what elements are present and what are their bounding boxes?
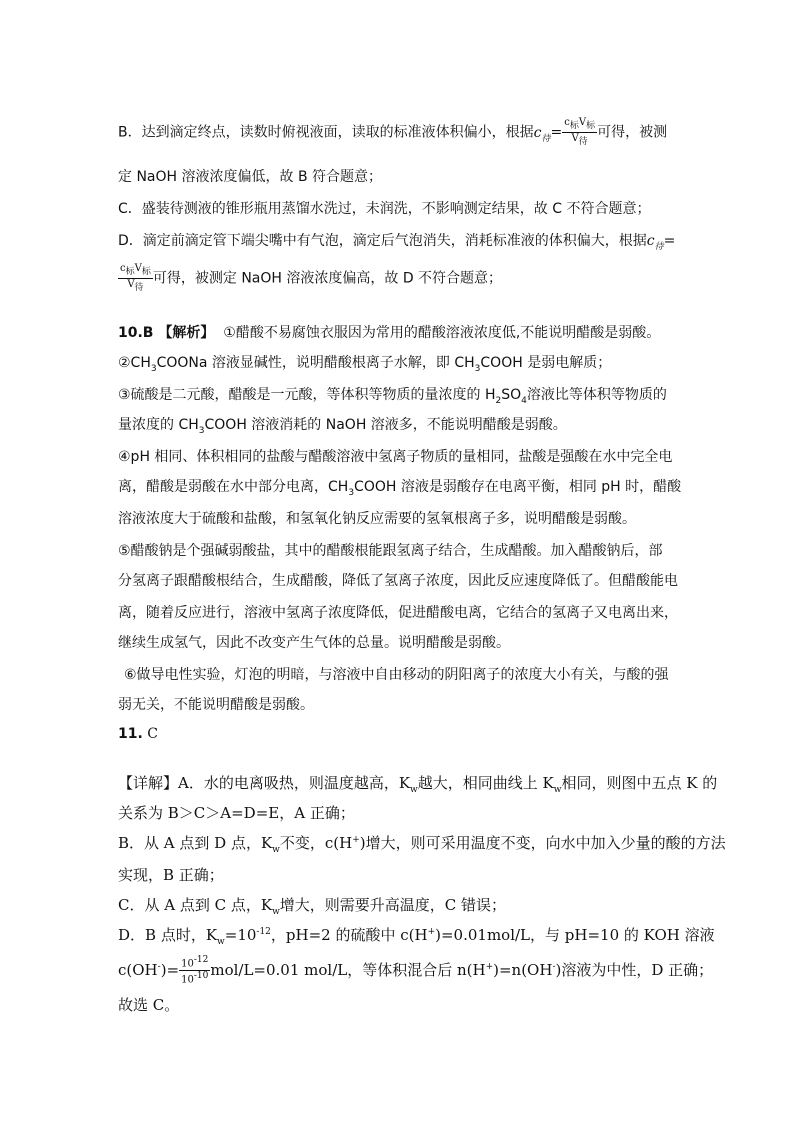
option-c-line: C．盛装待测液的锥形瓶用蒸馏水洗过，未润洗，不影响测定结果，故 C 不符合题意； (118, 201, 651, 217)
option-b-line1: B．达到滴定终点，读数时俯视液面，读取的标准液体积偏小，根据$c_待=$ $\frac{c_标V_标}{V_待}$ 可得，被测 (118, 117, 668, 147)
q10-line12: ⑥做导电性实验，灯泡的明暗，与溶液中自由移动的阴阳离子的浓度大小有关，与酸的强 (124, 667, 669, 683)
formula-fraction: $\frac{c_标V_标}{V_待}$ (120, 263, 151, 293)
q10-line11: 继续生成氢气，因此不改变产生气体的总量。说明醋酸是弱酸。 (118, 635, 510, 651)
option-d-line1: D．滴定前滴定管下端尖嘴中有气泡，滴定后气泡消失，消耗标准液的体积偏大，根据$c_待=$ (118, 233, 676, 252)
formula-fraction: $\frac{c_标V_标}{V_待}$ (564, 117, 596, 147)
q11-a-line2: 关系为 B＞C＞A=D=E，A 正确； (118, 804, 355, 822)
formula-c: $c_待$ (533, 124, 551, 144)
q10-line6: 离，醋酸是弱酸在水中部分电离，$CH_3COOH$ 溶液是弱酸存在电离平衡，相同 pH 时，醋酸 (118, 479, 682, 498)
q11-b-line2: 实现，B 正确； (118, 866, 224, 884)
q10-heading: 10.B 【解析】 (118, 325, 215, 341)
q11-c-line: C．从 A 点到 C 点，$K_w$增大，则需要升高温度，C 错误； (118, 896, 507, 917)
q10-line3: ③硫酸是二元酸，醋酸是一元酸，等体积等物质的量浓度的 $H_2SO_4$溶液比等体积等物质的 (118, 387, 667, 406)
q10-line10: 离，随着反应进行，溶液中氢离子浓度降低，促进醋酸电离，它结合的氢离子又电离出来， (118, 605, 678, 621)
q11-a-line1: 【详解】A．水的电离吸热，则温度越高，$K_w$越大，相同曲线上 $K_w$相同，则图中五点 K 的 (118, 774, 718, 795)
q10-line7: 溶液浓度大于硫酸和盐酸，和氢氧化钠反应需要的氢氧根离子多，说明醋酸是弱酸。 (118, 511, 636, 527)
q10-line9: 分氢离子跟醋酸根结合，生成醋酸，降低了氢离子浓度，因此反应速度降低了。但醋酸能电 (118, 573, 678, 589)
q11-b-line1: B．从 A 点到 D 点，$K_w$不变，c(H+)增大，则可采用温度不变，向水中加入少量的酸的方法 (118, 834, 726, 855)
q10-line1: 10.B 【解析】 ①醋酸不易腐蚀衣服因为常用的醋酸溶液浓度低,不能说明醋酸是弱酸。 (118, 325, 661, 341)
option-b-line2: 定 NaOH 溶液浓度偏低，故 B 符合题意； (118, 169, 383, 185)
q10-line4: 量浓度的 $CH_3COOH$ 溶液消耗的 NaOH 溶液多，不能说明醋酸是弱酸。 (118, 417, 567, 436)
q10-line13: 弱无关，不能说明醋酸是弱酸。 (118, 697, 314, 713)
option-b-text: B．达到滴定终点，读数时俯视液面，读取的标准液体积偏小，根据 (118, 124, 534, 141)
q10-line2: $②CH_3COONa$ 溶液显碱性，说明醋酸根离子水解，即 $CH_3COOH$ 是弱电解质； (118, 355, 612, 374)
q10-line8: ⑤醋酸钠是个强碱弱酸盐，其中的醋酸根能跟氢离子结合，生成醋酸。加入醋酸钠后，部 (118, 543, 663, 559)
q11-conclusion: 故选 C。 (118, 996, 180, 1014)
q11-d-line1: D．B 点时，$K_w=10^{-12}$，pH=2 的硫酸中 c(H+)=0.01mol/L，与 pH=10 的 KOH 溶液 (118, 926, 715, 947)
q10-line5: ④pH 相同、体积相同的盐酸与醋酸溶液中氢离子物质的量相同，盐酸是强酸在水中完全电 (118, 449, 673, 465)
formula-fraction: $\frac{10^{-12}}{10^{-10}}$ (181, 955, 209, 986)
option-d-line2: $\frac{c_标V_标}{V_待}$ 可得，被测定 NaOH 溶液浓度偏高，故 D 不符合题意； (120, 263, 503, 293)
q11-d-line2: c(OH-)= $\frac{10^{-12}}{10^{-10}}$ mol/L=0.01 mol/L，等体积混合后 n(H+)=n(OH-)溶液为中性，D 正确； (118, 955, 714, 986)
q11-answer: C (147, 726, 158, 742)
q11-heading: 11. C (118, 726, 158, 742)
